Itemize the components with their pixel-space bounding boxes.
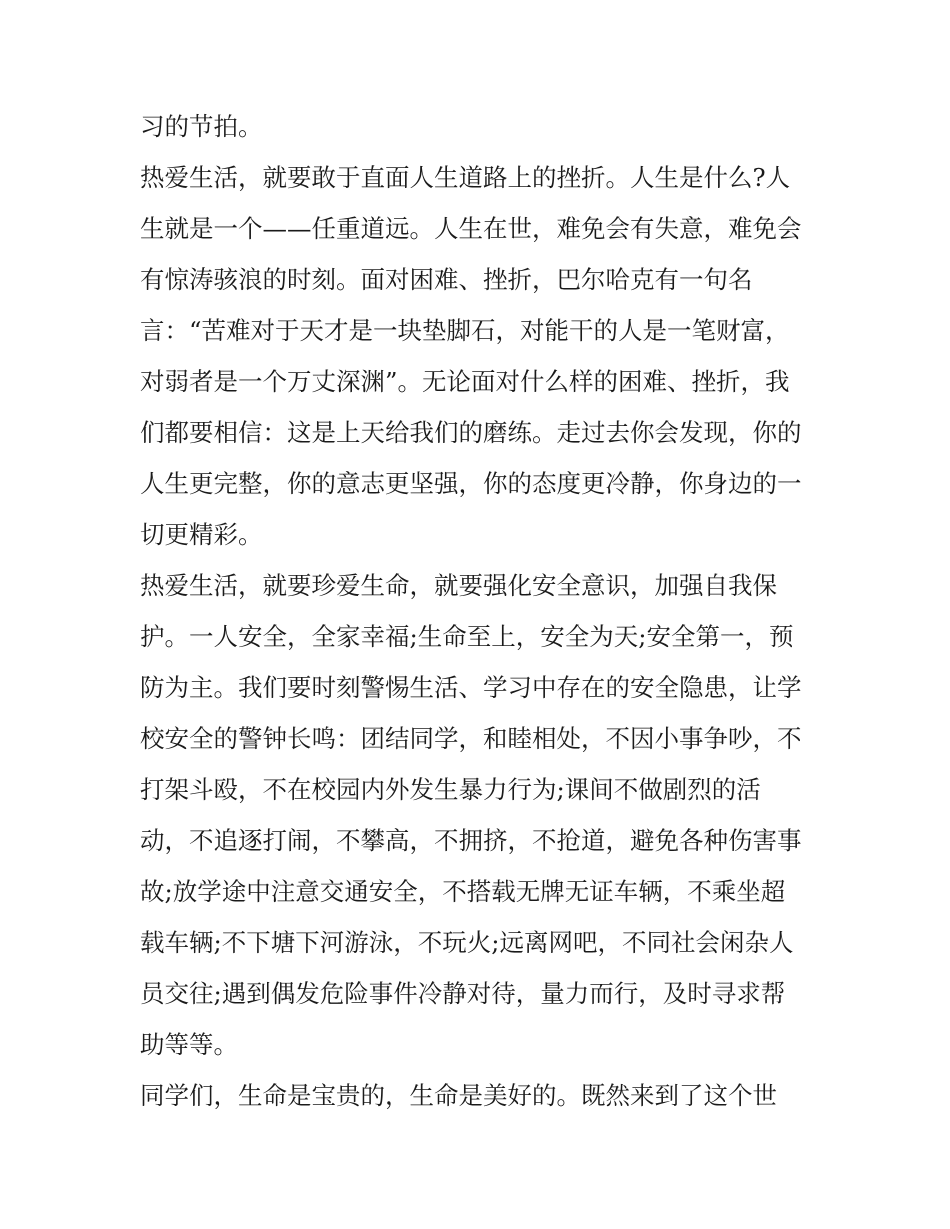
text-line: 护。一人安全，全家幸福;生命至上，安全为天;安全第一，预 <box>140 622 794 651</box>
text-line: 们都要相信：这是上天给我们的磨练。走过去你会发现，你的 <box>140 418 802 447</box>
text-line: 校安全的警钟长鸣：团结同学，和睦相处，不因小事争吵，不 <box>140 724 802 753</box>
text-line: 有惊涛骇浪的时刻。面对困难、挫折，巴尔哈克有一句名 <box>140 265 753 294</box>
text-line: 切更精彩。 <box>140 520 263 549</box>
text-line: 助等等。 <box>140 1030 238 1059</box>
text-line: 习的节拍。 <box>140 112 263 141</box>
text-line: 对弱者是一个万丈深渊”。无论面对什么样的困难、挫折，我 <box>140 367 790 396</box>
text-line: 防为主。我们要时刻警惕生活、学习中存在的安全隐患，让学 <box>140 673 802 702</box>
text-line: 生就是一个——任重道远。人生在世，难免会有失意，难免会 <box>140 214 802 243</box>
text-line: 载车辆;不下塘下河游泳，不玩火;远离网吧，不同社会闲杂人 <box>140 928 794 957</box>
text-line: 动，不追逐打闹，不攀高，不拥挤，不抢道，避免各种伤害事 <box>140 826 802 855</box>
text-line: 故;放学途中注意交通安全，不搭载无牌无证车辆，不乘坐超 <box>140 877 786 906</box>
text-line: 热爱生活，就要珍爱生命，就要强化安全意识，加强自我保 <box>140 571 777 600</box>
text-line: 热爱生活，就要敢于直面人生道路上的挫折。人生是什么?人 <box>140 163 791 192</box>
text-line: 员交往;遇到偶发危险事件冷静对待，量力而行，及时寻求帮 <box>140 979 786 1008</box>
text-line: 人生更完整，你的意志更坚强，你的态度更冷静，你身边的一 <box>140 469 802 498</box>
text-line: 打架斗殴，不在校园内外发生暴力行为;课间不做剧烈的活 <box>140 775 761 804</box>
text-line: 言：“苦难对于天才是一块垫脚石，对能干的人是一笔财富， <box>140 316 790 345</box>
text-line: 同学们，生命是宝贵的，生命是美好的。既然来到了这个世 <box>140 1081 777 1110</box>
